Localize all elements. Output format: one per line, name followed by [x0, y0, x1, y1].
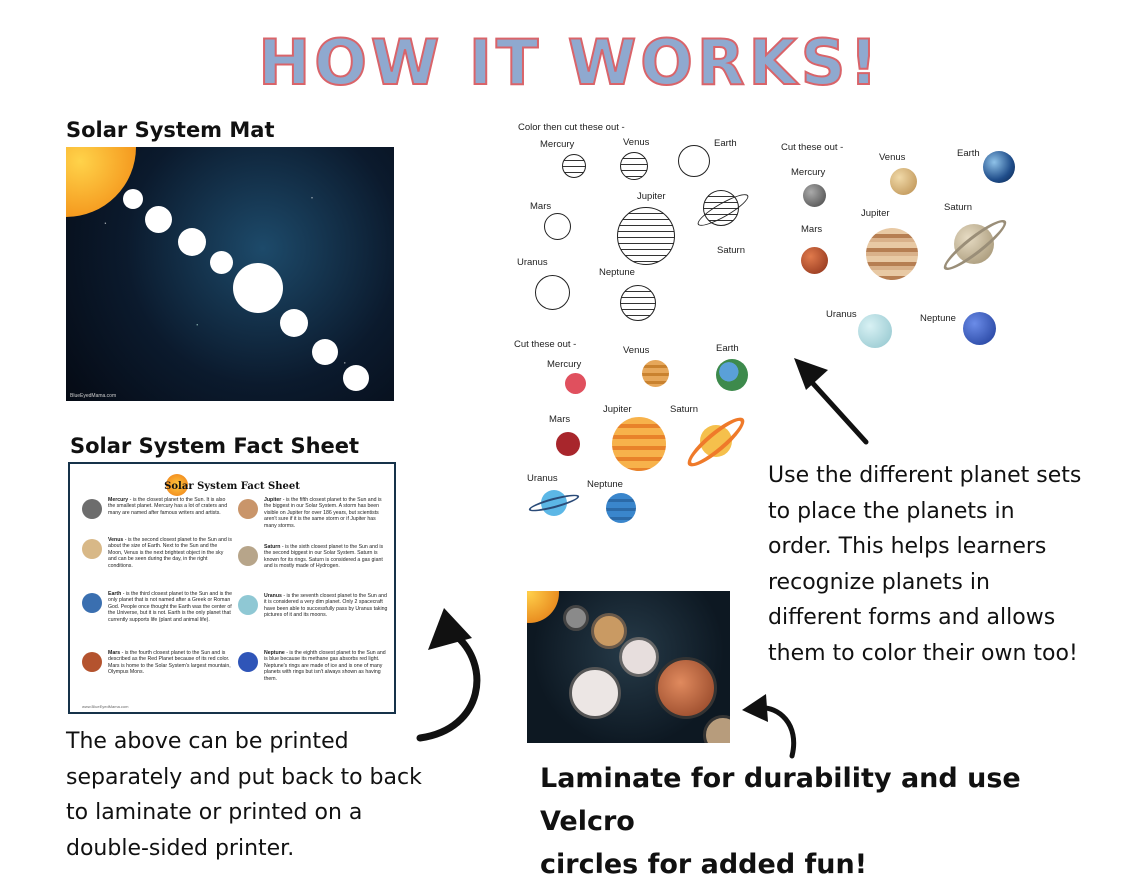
solar-system-mat-image: [66, 147, 394, 401]
planet-label: Neptune: [920, 313, 956, 324]
mat-slot-venus: [145, 206, 172, 233]
earth-outline-icon: [678, 145, 710, 177]
planet-label: Uranus: [527, 473, 558, 484]
venus-icon: [890, 168, 917, 195]
venus-outline-icon: [620, 152, 648, 180]
sheet-heading: Solar System Fact Sheet: [70, 434, 360, 458]
earth-icon: [983, 151, 1015, 183]
mat-credit: BlueEyedMama.com: [70, 393, 117, 399]
curved-arrow-small-icon: [738, 688, 802, 760]
planet-label: Mars: [801, 224, 823, 235]
laminated-mat-photo: [527, 591, 730, 743]
planet-label: Neptune: [599, 267, 635, 278]
earth-cartoon-icon: [716, 359, 748, 391]
mat-slot-mercury: [123, 189, 143, 209]
neptune-outline-icon: [620, 285, 656, 321]
mat-slot-saturn: [280, 309, 308, 337]
planet-label: Saturn: [670, 404, 698, 415]
earth-icon: [82, 593, 102, 613]
planet-label: Venus: [623, 137, 650, 148]
planet-label: Saturn: [717, 245, 745, 256]
mercury-outline-icon: [562, 154, 586, 178]
venus-icon: [82, 539, 102, 559]
neptune-cartoon-icon: [606, 493, 636, 523]
mat-slot-jupiter: [233, 263, 283, 313]
uranus-icon: [858, 314, 892, 348]
planet-label: Uranus: [826, 309, 857, 320]
planet-label: Mercury: [540, 139, 575, 150]
planet-label: Earth: [714, 138, 737, 149]
saturn-icon: [238, 546, 258, 566]
planet-label: Mars: [549, 414, 571, 425]
fact-sheet-image: Solar System Fact Sheet Mercury - is the closest planet to the Sun. It is also the smallest planet. Mercury has a lot of craters and many are named after famous writers and artists. Jupiter - is the fifth closest planet to the Sun and is the biggest in our Solar System. A storm has been visible on Jupiter for over 186 years, but scientists aren't sure if it is the same storm or if Jupiter has many storms. Venus - is the second closest planet to the Sun and is about the size of Earth. Next to the Sun and the Moon, Venus is the next brightest object in the sky and can be seen during the day, in the right conditions. Saturn - is the sixth closest planet to the Sun and is the second biggest in our Solar System. Saturn is known for its rings. Saturn is considered a gas giant and is mostly made of Hydrogen. Earth - is the third closest planet to the Sun and is the only planet that is not named after a Greek or Roman God. People once thought the Earth was the center of the Universe, but it is not. Earth is the only planet that currently supports life (plant and animal life). Uranus - is the seventh closest planet to the Sun and it is considered a very dim planet. Only 2 spacecraft have been able to successfully pass by Uranus taking pictures of it and its moons. Mars - is the fourth closest planet to the Sun and is described as the Red Planet because of its red color. Mars is home to the Solar System's largest mountain, Olympus Mons. Neptune - is the eighth closest planet to the Sun and is blue because its methane gas absorbs red light. Neptune's rings are made of ice and is one of many planets with rings but isn't always shown as having them. www.BlueEyedMama.com: [68, 462, 396, 714]
planet-label: Earth: [716, 343, 739, 354]
mercury-cartoon-icon: [565, 373, 586, 394]
mercury-icon: [82, 499, 102, 519]
mars-icon: [801, 247, 828, 274]
fact-sheet-footer: www.BlueEyedMama.com: [82, 704, 129, 709]
planet-label: Jupiter: [861, 208, 890, 219]
planet-label: Jupiter: [637, 191, 666, 202]
planet-label: Mars: [530, 201, 552, 212]
photo-set-label: Cut these out -: [781, 142, 844, 153]
mars-cartoon-icon: [556, 432, 580, 456]
mercury-icon: [803, 184, 826, 207]
cartoon-set-label: Cut these out -: [514, 339, 577, 350]
curved-arrow-icon: [414, 604, 494, 744]
planet-label: Venus: [879, 152, 906, 163]
fact-sheet-title: Solar System Fact Sheet: [164, 481, 300, 492]
jupiter-cartoon-icon: [612, 417, 666, 471]
venus-cartoon-icon: [642, 360, 669, 387]
planet-label: Neptune: [587, 479, 623, 490]
jupiter-icon: [866, 228, 918, 280]
neptune-icon: [238, 652, 258, 672]
saturn-ring-icon: [682, 411, 750, 473]
mat-slot-mars: [210, 251, 233, 274]
planet-label: Venus: [623, 345, 650, 356]
instruction-paragraph: Use the different planet sets to place the planets in order. This helps learners recognize planets in different forms and allows them to color their own too!: [768, 463, 1082, 666]
mat-slot-uranus: [312, 339, 338, 365]
page-title: HOW IT WORKS!: [258, 26, 882, 99]
planet-label: Jupiter: [603, 404, 632, 415]
mars-outline-icon: [544, 213, 571, 240]
uranus-outline-icon: [535, 275, 570, 310]
mat-slot-earth: [178, 228, 206, 256]
jupiter-icon: [238, 499, 258, 519]
planet-label: Mercury: [791, 167, 826, 178]
neptune-icon: [963, 312, 996, 345]
uranus-icon: [238, 595, 258, 615]
color-set-label: Color then cut these out -: [518, 122, 625, 133]
printing-note: The above can be printed separately and put back to back to laminate or printed on a double-sided printer.: [66, 729, 422, 861]
arrow-up-left-icon: [786, 350, 876, 450]
planet-label: Mercury: [547, 359, 582, 370]
planet-label: Uranus: [517, 257, 548, 268]
mat-slot-neptune: [343, 365, 369, 391]
mat-heading: Solar System Mat: [66, 118, 275, 142]
laminate-tip: Laminate for durability and use Velcro circles for added fun!: [540, 763, 1021, 880]
planet-label: Saturn: [944, 202, 972, 213]
mars-icon: [82, 652, 102, 672]
planet-label: Earth: [957, 148, 980, 159]
jupiter-outline-icon: [617, 207, 675, 265]
